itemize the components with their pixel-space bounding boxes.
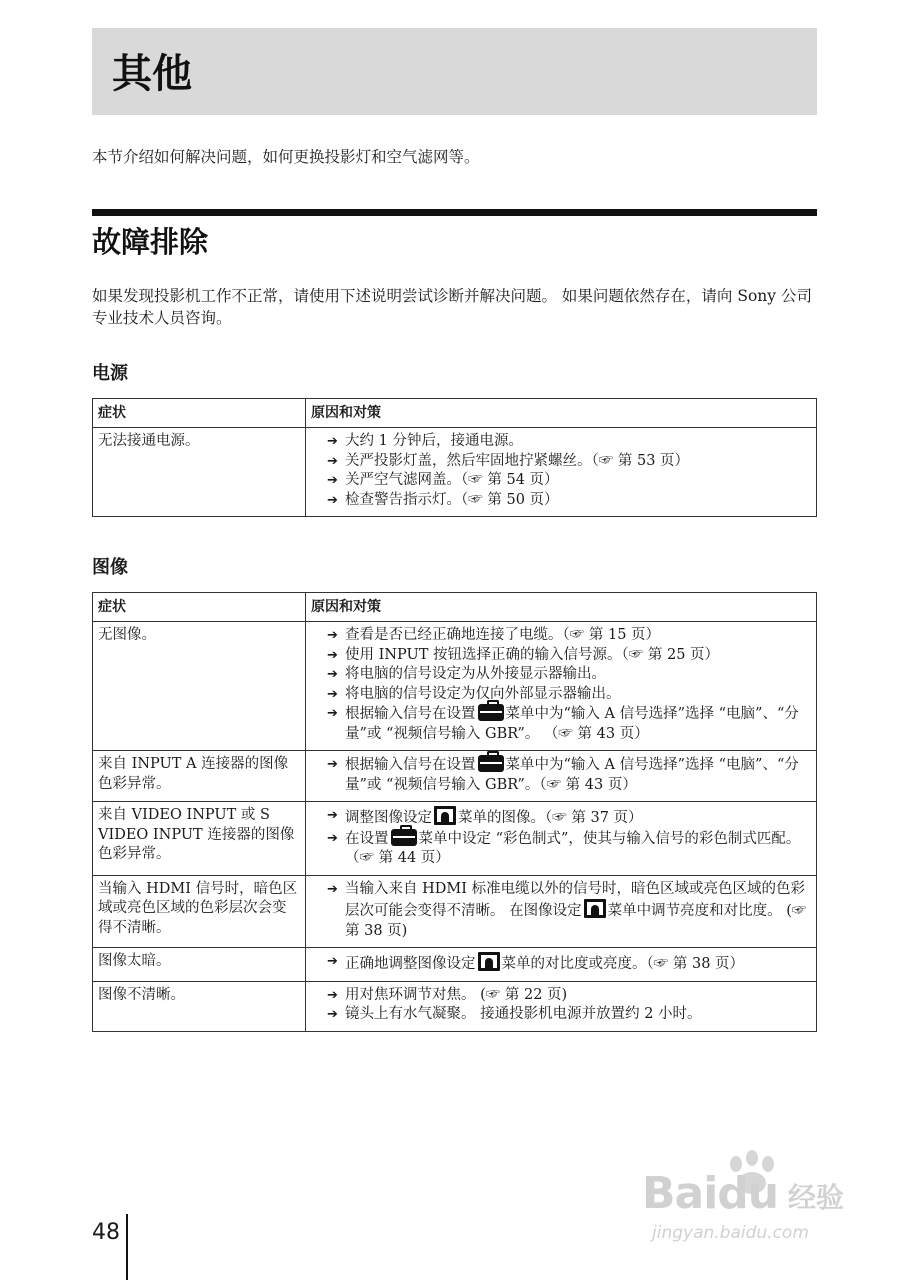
table-row [93,875,817,948]
cause-cell [306,802,817,876]
table-row [93,428,817,517]
remedy-text: 调整图像设定 [345,810,432,826]
remedy-item [327,829,811,869]
remedy-list [311,755,811,795]
remedy-item [327,685,811,705]
remedy-text: 正确地调整图像设定 [345,956,476,972]
remedy-text: 镜头上有水气凝聚。 接通投影机电源并放置约 2 小时。 [345,1006,702,1022]
remedy-text: 根据输入信号在设置 [345,706,476,722]
remedy-list [311,432,811,510]
toolbox-icon [478,704,504,721]
page-number: 48 [92,1220,120,1245]
table-header-row [93,399,817,428]
remedy-item [327,452,811,472]
table-row [93,751,817,802]
arrow-icon: ➔ [327,434,338,449]
remedy-text: 用对焦环调节对焦。 (☞ 第 22 页) [345,986,568,1003]
power-subtitle: 电源 [92,363,128,384]
cause-cell [306,948,817,982]
toolbox-icon [478,755,504,772]
remedy-text: 检查警告指示灯。（☞ 第 50 页） [345,491,559,508]
arrow-icon: ➔ [327,706,338,721]
remedy-item [327,432,811,452]
remedy-list [311,986,811,1025]
table-row [93,622,817,751]
remedy-text: 将电脑的信号设定为仅向外部显示器输出。 [345,685,621,702]
table-row [93,948,817,982]
table-header-row [93,593,817,622]
remedy-item [327,491,811,511]
cause-cell [306,622,817,751]
arrow-icon: ➔ [327,757,338,772]
remedy-item [327,471,811,491]
remedy-item [327,755,811,795]
table-row [93,802,817,876]
symptom-cell: 当输入 HDMI 信号时，暗色区域或亮色区域的色彩层次会变得不清晰。 [93,875,306,948]
remedy-text: 根据输入信号在设置 [345,757,476,773]
remedy-list [311,626,811,744]
remedy-item [327,665,811,685]
image-table [92,592,817,1032]
cause-cell [306,981,817,1031]
remedy-text: 关严空气滤网盖。（☞ 第 54 页） [345,472,559,488]
section-description: 如果发现投影机工作不正常，请使用下述说明尝试诊断并解决问题。 如果问题依然存在，请向 Sony 公司专业技术人员咨询。 [92,287,812,327]
remedy-text: 菜单中调节亮度和对比度。 (☞ 第 38 页) [345,903,807,939]
cause-header: 原因和对策 [306,399,817,428]
watermark-url: jingyan.baidu.com [652,1223,809,1243]
arrow-icon: ➔ [327,987,338,1003]
symptom-cell: 来自 VIDEO INPUT 或 S VIDEO INPUT 连接器的图像色彩异常。 [93,802,306,876]
symptom-cell: 图像不清晰。 [93,981,306,1031]
arrow-icon: ➔ [327,830,338,846]
cause-cell [306,428,817,517]
cause-cell [306,875,817,948]
symptom-cell: 无法接通电源。 [93,428,306,517]
remedy-text: 大约 1 分钟后，接通电源。 [345,433,523,449]
cause-cell [306,751,817,802]
remedy-text: 菜单的对比度或亮度。（☞ 第 38 页） [501,956,745,972]
remedy-text: 当输入来自 HDMI 标准电缆以外的信号时，暗色区域或亮色区域的色彩层次可能会变得不清晰。 在图像设定 [345,880,806,919]
section-divider [92,209,817,216]
remedy-text: 查看是否已经正确地连接了电缆。（☞ 第 15 页） [345,627,661,643]
remedy-text: 关严投影灯盖，然后牢固地拧紧螺丝。（☞ 第 53 页） [345,452,690,469]
remedy-item [327,704,811,744]
arrow-icon: ➔ [327,881,338,897]
remedy-item [327,986,811,1006]
cause-header: 原因和对策 [306,593,817,622]
chapter-header-band [92,28,817,115]
arrow-icon: ➔ [327,492,338,508]
remedy-item [327,952,811,975]
arrow-icon: ➔ [327,686,338,702]
remedy-item [327,1005,811,1025]
toolbox-icon [391,829,417,846]
remedy-item [327,626,811,646]
table-row [93,981,817,1031]
watermark-brand: 经验 [788,1181,845,1214]
chapter-intro: 本节介绍如何解决问题，如何更换投影灯和空气滤网等。 [92,148,480,166]
remedy-text: 将电脑的信号设定为从外接显示器输出。 [345,666,606,682]
remedy-list [311,952,811,975]
remedy-list [311,880,811,942]
symptom-cell: 无图像。 [93,622,306,751]
symptom-cell: 来自 INPUT A 连接器的图像色彩异常。 [93,751,306,802]
page-number-bar [126,1214,128,1280]
arrow-icon: ➔ [327,628,338,643]
section-title: 故障排除 [92,225,209,259]
remedy-item [327,646,811,666]
symptom-header: 症状 [93,593,306,622]
remedy-item [327,880,811,942]
arrow-icon: ➔ [327,453,338,469]
picture-icon [584,899,606,918]
arrow-icon: ➔ [327,954,338,969]
remedy-list [311,806,811,869]
arrow-icon: ➔ [327,647,338,663]
remedy-text: 在设置 [345,830,389,847]
image-subtitle: 图像 [92,557,128,578]
arrow-icon: ➔ [327,1007,338,1022]
watermark-logo: Baidu [642,1168,779,1219]
baidu-watermark [640,1150,860,1260]
arrow-icon: ➔ [327,473,338,488]
picture-icon [478,952,500,971]
remedy-text: 菜单中为“输入 A 信号选择”选择 “电脑”、“分量”或 “视频信号输入 GBR”。 （☞ 第 43 页） [345,706,799,742]
arrow-icon: ➔ [327,667,338,682]
picture-icon [434,806,456,825]
power-table [92,398,817,517]
remedy-text: 菜单中为“输入 A 信号选择”选择 “电脑”、“分量”或 “视频信号输入 GBR”。（☞ 第 43 页） [345,757,799,793]
arrow-icon: ➔ [327,808,338,823]
symptom-cell: 图像太暗。 [93,948,306,982]
remedy-text: 菜单的图像。（☞ 第 37 页） [458,810,643,826]
chapter-title: 其他 [112,51,192,97]
remedy-text: 菜单中设定 “彩色制式”，使其与输入信号的彩色制式匹配。（☞ 第 44 页） [345,830,801,866]
remedy-text: 使用 INPUT 按钮选择正确的输入信号源。（☞ 第 25 页） [345,646,720,663]
symptom-header: 症状 [93,399,306,428]
